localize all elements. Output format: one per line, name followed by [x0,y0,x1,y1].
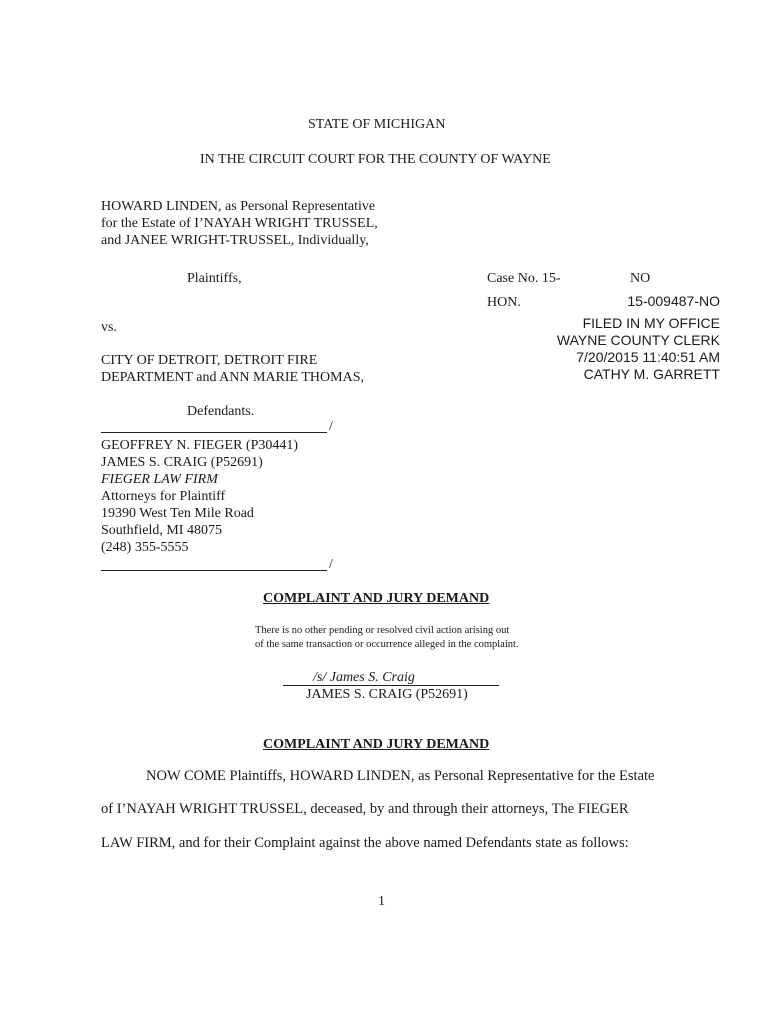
case-number-label: Case No. 15- [487,271,561,286]
electronic-signature: /s/ James S. Craig [313,670,415,685]
defendant-line-2: DEPARTMENT and ANN MARIE THOMAS, [101,370,364,385]
signatory-name: JAMES S. CRAIG (P52691) [306,687,468,702]
filing-stamp-line-3: 7/20/2015 11:40:51 AM [576,349,720,365]
page-number: 1 [378,894,385,909]
body-line-1: NOW COME Plaintiffs, HOWARD LINDEN, as Personal Representative for the Estate [146,768,655,784]
body-line-2: of I’NAYAH WRIGHT TRUSSEL, deceased, by and through their attorneys, The FIEGER [101,801,629,817]
caption-slash-2: / [329,557,333,572]
hon-label: HON. [487,295,521,310]
defendants-label: Defendants. [187,404,255,419]
case-suffix: NO [630,271,651,286]
filing-stamp-line-2: WAYNE COUNTY CLERK [556,332,720,348]
caption-slash-1: / [329,419,333,434]
attorney-address-2: Southfield, MI 48075 [101,523,222,538]
defendant-line-1: CITY OF DETROIT, DETROIT FIRE [101,353,318,368]
complaint-title-1: COMPLAINT AND JURY DEMAND [263,591,490,606]
plaintiff-line-1: HOWARD LINDEN, as Personal Representative [101,199,376,214]
body-line-3: LAW FIRM, and for their Complaint against the above named Defendants state as follows: [101,835,629,851]
law-firm-name: FIEGER LAW FIRM [101,472,218,487]
notice-line-2: of the same transaction or occurrence alleged in the complaint. [255,639,519,650]
plaintiff-line-3: and JANEE WRIGHT-TRUSSEL, Individually, [101,233,369,248]
attorneys-role: Attorneys for Plaintiff [101,489,226,504]
complaint-title-2: COMPLAINT AND JURY DEMAND [263,737,490,752]
state-heading: STATE OF MICHIGAN [308,117,446,132]
notice-line-1: There is no other pending or resolved civil action arising out [255,625,510,636]
case-number-stamp: 15-009487-NO [627,293,720,309]
caption-rule-2 [101,570,327,571]
vs-label: vs. [101,320,117,335]
attorney-phone: (248) 355-5555 [101,540,189,555]
attorney-line-2: JAMES S. CRAIG (P52691) [101,455,263,470]
court-heading: IN THE CIRCUIT COURT FOR THE COUNTY OF WAYNE [200,152,551,167]
attorney-line-1: GEOFFREY N. FIEGER (P30441) [101,438,299,453]
caption-rule-1 [101,432,327,433]
filing-stamp-line-1: FILED IN MY OFFICE [582,315,720,331]
plaintiffs-label: Plaintiffs, [187,271,242,286]
attorney-address-1: 19390 West Ten Mile Road [101,506,254,521]
plaintiff-line-2: for the Estate of I’NAYAH WRIGHT TRUSSEL, [101,216,378,231]
filing-stamp-line-4: CATHY M. GARRETT [583,366,720,382]
